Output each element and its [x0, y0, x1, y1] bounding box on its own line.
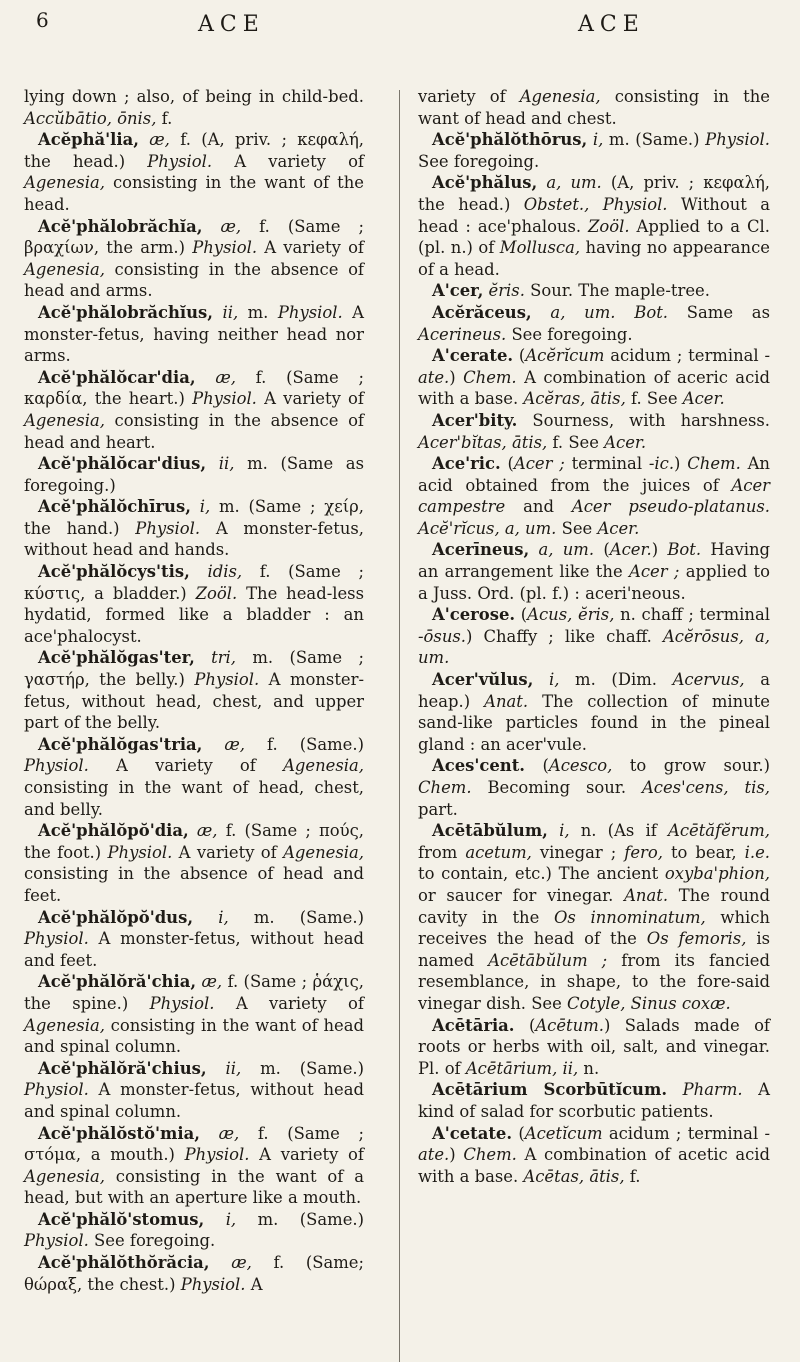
entry-text: a heap.) — [418, 670, 770, 711]
entry-text: m. — [238, 302, 278, 322]
italic-text: Physiol. — [192, 238, 258, 258]
italic-text: a, um. — [550, 302, 616, 322]
entry-text: Sour. The maple-tree. — [524, 281, 710, 301]
dictionary-entry — [24, 1058, 364, 1123]
entry-text — [210, 1253, 232, 1272]
entry-text: m. (Same.) — [236, 1209, 364, 1229]
italic-text: Acerineus. — [418, 324, 507, 344]
entry-text: f. (Same ; καρδία, the heart.) — [24, 367, 364, 409]
italic-text: Acer. — [609, 540, 652, 560]
dictionary-entry — [24, 129, 364, 215]
entry-text: n. (As if — [569, 821, 668, 841]
headword: Acĕ'phălobrăchĭa, — [38, 216, 203, 236]
entry-text: A monster-fetus, without head and spinal column. — [24, 1080, 364, 1121]
entry-text: m. (Dim. — [559, 670, 673, 690]
italic-text: Acervus, — [672, 670, 745, 690]
headword: Acĕ'phălus, — [432, 173, 538, 193]
italic-text: Acētas, ātis, — [523, 1166, 625, 1186]
dictionary-entry — [24, 86, 364, 129]
italic-text: idis, — [207, 562, 243, 582]
dictionary-entry — [418, 755, 770, 820]
entry-text: consisting in the want of head and spinal column. — [24, 1015, 364, 1057]
headword: Acer'vŭlus, — [432, 670, 534, 690]
italic-text: æ, — [201, 972, 223, 992]
dictionary-entry — [24, 216, 364, 302]
dictionary-entry — [418, 172, 770, 280]
italic-text: Physiol. — [24, 756, 89, 776]
italic-text: Acesco, — [548, 756, 613, 776]
italic-text: Physiol. — [184, 1145, 250, 1165]
entry-text: Same as — [668, 302, 770, 322]
italic-text: Bot. — [634, 302, 668, 322]
right-column — [418, 86, 770, 1187]
italic-text: Pharm. — [682, 1080, 743, 1100]
entry-text: The collection of minute sand-like particles found in the pineal gland : an acer'vule. — [418, 691, 771, 754]
entry-text: A — [245, 1274, 263, 1294]
dictionary-entry — [24, 907, 364, 972]
entry-text: ( — [524, 756, 549, 776]
entry-text: ( — [515, 605, 528, 625]
italic-text: Acer ; — [629, 562, 680, 582]
italic-text: Acētābŭlum ; — [488, 950, 608, 970]
entry-text: ( — [512, 1123, 525, 1143]
italic-text: Bot. — [667, 540, 702, 560]
italic-text: a, um. — [546, 173, 602, 193]
italic-text: æ, — [220, 216, 242, 236]
entry-text: The head-less hydatid, formed like a bladder : an ace'phalocyst. — [24, 583, 364, 646]
entry-text — [196, 368, 216, 387]
italic-text: Cotyle, Sinus coxæ. — [567, 993, 731, 1013]
italic-text: i.e. — [744, 842, 770, 862]
entry-text: m. (Same as foregoing.) — [24, 454, 364, 495]
entry-text: A combination of aceric acid with a base. — [418, 367, 770, 409]
italic-text: ĕris. — [488, 281, 525, 301]
italic-text: Chem. — [687, 454, 741, 474]
entry-text — [191, 497, 200, 516]
italic-text: Acētăfĕrum, — [668, 821, 770, 841]
italic-text: Physiol. — [107, 842, 173, 862]
headword: A'cetate. — [432, 1123, 513, 1143]
entry-text: f. (Same ; ῥάχις, the spine.) — [24, 972, 364, 1013]
italic-text: Acētum. — [535, 1015, 604, 1035]
italic-text: -ate. — [418, 346, 771, 387]
headword: Acer'bity. — [432, 410, 518, 430]
entry-text: from — [418, 842, 466, 862]
italic-text: Agenesia, — [24, 1166, 105, 1186]
entry-text: vinegar ; — [531, 842, 625, 862]
column-divider — [399, 90, 400, 1362]
headword: Acĕ'phălobrăchĭus, — [38, 302, 213, 322]
entry-text: A variety of — [88, 756, 284, 776]
entry-text: consisting in the absence of head and feet. — [24, 864, 364, 905]
running-head-right: ACE — [578, 12, 645, 37]
entry-text — [207, 1059, 226, 1078]
entry-text — [139, 130, 149, 149]
entry-text: See foregoing. — [88, 1231, 216, 1251]
entry-text — [202, 735, 224, 754]
headword: Aces'cent. — [432, 756, 525, 776]
italic-text: Acĕ'rĭcus, a, um. — [418, 518, 557, 538]
entry-text: which receives the head of the — [418, 907, 770, 949]
italic-text: Physiol. — [277, 302, 343, 322]
italic-text: Anat. — [484, 691, 529, 711]
italic-text: i, — [548, 670, 560, 690]
dictionary-entry — [24, 820, 364, 906]
italic-text: Aces'cens, tis, — [641, 778, 770, 797]
headword: Acerīneus, — [432, 540, 530, 560]
entry-text: Applied to a Cl. (pl. n.) of — [418, 216, 770, 258]
italic-text: i, — [592, 130, 604, 150]
entry-text: ( — [514, 1015, 536, 1035]
entry-text: A variety of — [214, 993, 364, 1013]
italic-text: Acus, ĕris, — [527, 605, 615, 625]
entry-text: to contain, etc.) The ancient — [418, 864, 665, 884]
entry-text: ( — [513, 346, 526, 366]
entry-text — [537, 173, 546, 192]
entry-text: consisting in the want of head and chest. — [418, 87, 770, 128]
entry-text — [202, 217, 220, 236]
entry-text: ( — [500, 454, 514, 474]
entry-text: The round cavity in the — [418, 885, 770, 927]
page-number: 6 — [36, 8, 49, 32]
italic-text: Chem. — [463, 1145, 517, 1165]
entry-text: m. (Same.) — [228, 907, 364, 927]
italic-text: Acer. — [682, 389, 725, 409]
italic-text: oxyba'phion, — [664, 864, 770, 884]
italic-text: Acetĭcum — [524, 1123, 603, 1143]
italic-text: Acer. — [604, 432, 647, 452]
dictionary-entry — [418, 410, 770, 453]
entry-text: f. — [624, 1166, 641, 1186]
italic-text: ii, — [225, 1058, 242, 1078]
entry-text: or saucer for vinegar. — [418, 885, 625, 905]
entry-text: f. (Same ; στόμα, a mouth.) — [24, 1123, 364, 1165]
italic-text: Physiol. — [24, 929, 89, 949]
dictionary-entry — [418, 1123, 770, 1188]
italic-text: Mollusca, — [499, 238, 581, 258]
headword: A'cerose. — [432, 605, 516, 625]
dictionary-entry — [24, 647, 364, 733]
italic-text: i, — [199, 497, 211, 517]
italic-text: Agenesia, — [24, 173, 105, 193]
italic-text: Physiol. — [135, 518, 201, 538]
entry-text — [532, 303, 551, 322]
entry-text: See foregoing. — [418, 151, 540, 171]
entry-text: Having an arrangement like the — [418, 540, 771, 582]
italic-text: Acer. — [597, 518, 640, 538]
left-column — [24, 86, 364, 1295]
entry-text: Becoming sour. — [471, 778, 642, 797]
entry-text: m. (Same ; γαστήρ, the belly.) — [24, 648, 364, 690]
entry-text — [195, 648, 211, 667]
entry-text: lying down ; also, of being in child-bed. — [24, 87, 364, 106]
dictionary-entry — [24, 453, 364, 496]
entry-text: f. See — [547, 432, 605, 452]
entry-text: consisting in the want of a head, but with an aperture like a mouth. — [24, 1166, 364, 1208]
entry-text: A monster-fetus, without head and feet. — [24, 929, 364, 970]
headword: Acĕ'phălŏcar'dia, — [38, 367, 196, 387]
dictionary-entry — [24, 1123, 364, 1209]
italic-text: Acer pseudo-platanus. — [571, 497, 770, 517]
entry-text: applied to a Juss. Ord. (pl. f.) : aceri'neous. — [418, 562, 770, 603]
entry-text: f. — [156, 108, 173, 128]
entry-text: acidum ; terminal — [604, 346, 765, 366]
entry-text: ) Salads made of roots or herbs with oil, salt, and vinegar. Pl. of — [418, 1015, 770, 1078]
entry-text: A variety of — [172, 842, 284, 862]
italic-text: Zoöl. — [195, 583, 238, 603]
entry-text: variety of — [418, 87, 520, 106]
entry-text — [193, 908, 218, 927]
headword: Acĕ'phălŏstŏ'mia, — [38, 1123, 200, 1143]
headword: A'cerate. — [432, 346, 514, 366]
headword: Acĕ'phălŏgas'tria, — [38, 734, 203, 754]
entry-text — [189, 821, 197, 840]
headword: Ace'ric. — [432, 454, 501, 474]
italic-text: Physiol. — [192, 389, 257, 409]
entry-text: See foregoing. — [506, 324, 633, 344]
dictionary-entry — [24, 971, 364, 1057]
italic-text: Physiol. — [147, 151, 213, 171]
italic-text: -ōsus. — [418, 626, 466, 646]
headword: Acĕ'phălŏră'chius, — [38, 1058, 207, 1078]
italic-text: Acĕrĭcum — [525, 346, 605, 366]
italic-text: Zoöl. — [588, 216, 630, 236]
entry-text — [200, 1124, 219, 1143]
entry-text: f. (A, priv. ; κεφαλή, the head.) — [24, 130, 365, 171]
dictionary-entry — [418, 669, 770, 755]
dictionary-entry — [418, 280, 770, 302]
headword: Acētārium Scorbūtĭcum. — [432, 1080, 668, 1100]
entry-text: to grow sour.) — [612, 756, 770, 776]
entry-text: See — [556, 518, 598, 538]
italic-text: i, — [559, 821, 570, 841]
dictionary-entry — [418, 302, 770, 345]
italic-text: Physiol. — [180, 1274, 246, 1294]
italic-text: Os femoris, — [646, 929, 747, 949]
dictionary-entry — [418, 1015, 770, 1080]
entry-text: A variety of — [249, 1145, 364, 1165]
dictionary-entry — [24, 302, 364, 367]
italic-text: Agenesia, — [24, 1015, 105, 1035]
headword: Acĕ'phălŏcys'tis, — [38, 562, 190, 582]
entry-text: n. chaff ; terminal — [614, 605, 770, 625]
italic-text: a, um. — [538, 540, 595, 560]
italic-text: Chem. — [463, 367, 517, 387]
entry-text: consisting in the want of head, chest, and belly. — [24, 778, 364, 819]
italic-text: Physiol. — [24, 1231, 89, 1251]
dictionary-entry — [418, 86, 770, 129]
dictionary-entry — [24, 734, 364, 820]
entry-text — [667, 1080, 683, 1099]
entry-text: m. (Same.) — [241, 1058, 364, 1078]
entry-text: ) — [449, 367, 464, 387]
entry-text: An acid obtained from the juices of — [418, 454, 770, 495]
headword: Acētābŭlum, — [432, 821, 548, 841]
italic-text: Agenesia, — [519, 87, 601, 106]
entry-text: m. (Same ; χείρ, the hand.) — [24, 497, 364, 538]
headword: Acĕ'phălŏthŏrăcia, — [38, 1253, 210, 1273]
entry-text: acidum ; terminal — [602, 1123, 765, 1143]
entry-text: consisting in the absence of head and arms. — [24, 259, 364, 301]
dictionary-entry — [24, 367, 364, 453]
italic-text: Physiol. — [149, 993, 215, 1013]
italic-text: Agenesia, — [283, 756, 364, 776]
italic-text: -ic. — [648, 454, 675, 474]
italic-text: Obstet., Physiol. — [523, 194, 668, 214]
headword: Acĕrăceus, — [432, 302, 532, 322]
italic-text: Agenesia, — [24, 259, 105, 279]
entry-text: A combination of acetic acid with a base. — [418, 1145, 771, 1186]
italic-text: Accŭbātio, ōnis, — [24, 108, 157, 128]
italic-text: Acer'bĭtas, ātis, — [418, 432, 548, 452]
italic-text: i, — [225, 1209, 237, 1229]
italic-text: ii, — [218, 454, 235, 474]
entry-text: Sourness, with harshness. — [517, 410, 770, 430]
headword: Acĕ'phălŏpŏ'dia, — [38, 821, 189, 841]
entry-text: A kind of salad for scorbutic patients. — [418, 1080, 770, 1121]
entry-text: A variety of — [257, 238, 365, 258]
italic-text: æ, — [196, 821, 218, 841]
entry-text: f. (Same ; βραχίων, the arm.) — [24, 216, 364, 258]
headword: Acĕ'phălŏră'chia, — [38, 972, 197, 992]
entry-text: ) — [674, 454, 688, 474]
entry-text: from its fancied resemblance, in shape, to the fore-said vinegar dish. See — [418, 950, 770, 1013]
entry-text — [533, 670, 549, 689]
headword: Acētāria. — [432, 1015, 515, 1035]
italic-text: æ, — [231, 1253, 252, 1273]
entry-text: consisting in the want of the head. — [24, 173, 364, 214]
dictionary-entry — [24, 1209, 364, 1252]
running-head-left: ACE — [198, 12, 265, 37]
italic-text: Os innominatum, — [553, 907, 706, 927]
italic-text: i, — [218, 907, 229, 927]
entry-text: f. (Same; θώραξ, the chest.) — [24, 1253, 364, 1294]
entry-text — [204, 1210, 225, 1229]
entry-text: to bear, — [662, 842, 745, 862]
italic-text: Physiol. — [24, 1080, 89, 1100]
entry-text: ) Chaffy ; like chaff. — [466, 626, 663, 646]
dictionary-entry — [24, 561, 364, 647]
italic-text: fero, — [624, 842, 663, 862]
entry-text: Without a head : ace'phalous. — [418, 194, 770, 236]
italic-text: æ, — [215, 367, 236, 387]
italic-text: acetum, — [465, 842, 532, 862]
italic-text: Anat. — [624, 885, 669, 905]
entry-text: having no appearance of a head. — [418, 238, 770, 279]
italic-text: Chem. — [418, 778, 472, 797]
dictionary-entry — [24, 496, 364, 561]
entry-text: part. — [418, 799, 458, 819]
italic-text: Acĕrōsus, a, um. — [418, 626, 770, 668]
entry-text: f. (Same ; πούς, the foot.) — [24, 821, 365, 862]
headword: Acĕ'phălŏcar'dius, — [38, 454, 207, 474]
entry-text: ) — [651, 540, 668, 560]
entry-text: f. See — [625, 389, 683, 409]
dictionary-entry — [418, 539, 770, 604]
italic-text: Physiol. — [705, 130, 770, 150]
italic-text: Acĕras, ātis, — [523, 389, 626, 409]
italic-text: Acer ; — [513, 454, 565, 474]
entry-text — [190, 562, 208, 581]
italic-text: Agenesia, — [24, 410, 105, 430]
entry-text — [548, 821, 559, 840]
headword: A'cer, — [432, 281, 484, 301]
headword: Acĕ'phălŏpŏ'dus, — [38, 907, 194, 927]
dictionary-entry — [418, 453, 770, 539]
entry-text: n. — [578, 1058, 600, 1078]
entry-text: m. (Same.) — [603, 130, 706, 150]
italic-text: Physiol. — [194, 670, 260, 690]
entry-text: A variety of — [212, 151, 364, 171]
headword: Acĕ'phălŏ'stomus, — [38, 1209, 205, 1229]
italic-text: æ, — [149, 130, 170, 150]
dictionary-entry — [24, 1252, 364, 1295]
headword: Acĕ'phălŏgas'ter, — [38, 648, 195, 668]
entry-text: (A, priv. ; κεφαλή, the head.) — [418, 173, 770, 214]
dictionary-entry — [418, 820, 770, 1014]
entry-text: f. (Same ; κύστις, a bladder.) — [24, 562, 364, 603]
entry-text: ( — [594, 540, 610, 560]
headword: Acĕ'phălŏthōrus, — [432, 130, 588, 150]
italic-text: -ate. — [418, 1123, 771, 1165]
dictionary-entry — [418, 604, 770, 669]
italic-text: ii, — [222, 302, 239, 322]
entry-text: terminal — [564, 454, 649, 474]
entry-text — [616, 303, 635, 322]
dictionary-entry — [418, 1079, 770, 1122]
entry-text: f. (Same.) — [245, 734, 364, 754]
dictionary-entry — [418, 129, 770, 172]
italic-text: æ, — [224, 734, 246, 754]
entry-text: and — [505, 497, 572, 517]
entry-text: consisting in the absence of head and heart. — [24, 410, 364, 452]
entry-text: A monster-fetus, having neither head nor arms. — [24, 302, 364, 366]
entry-text: A monster-fetus, without head and hands. — [24, 518, 364, 560]
italic-text: Agenesia, — [283, 842, 364, 862]
dictionary-entry — [418, 345, 770, 410]
entry-text: ) — [449, 1145, 464, 1165]
entry-text — [206, 454, 219, 473]
italic-text: æ, — [218, 1123, 240, 1143]
headword: Acĕphă'lia, — [38, 130, 139, 150]
headword: Acĕ'phălŏchīrus, — [38, 497, 191, 517]
entry-text: is named — [418, 929, 770, 970]
italic-text: tri, — [211, 648, 237, 668]
italic-text: Acer campestre — [418, 475, 770, 517]
entry-text: A variety of — [256, 389, 364, 409]
italic-text: Acētārium, ii, — [465, 1058, 579, 1078]
entry-text: A monster-fetus, without head, chest, and upper part of the belly. — [24, 670, 364, 733]
